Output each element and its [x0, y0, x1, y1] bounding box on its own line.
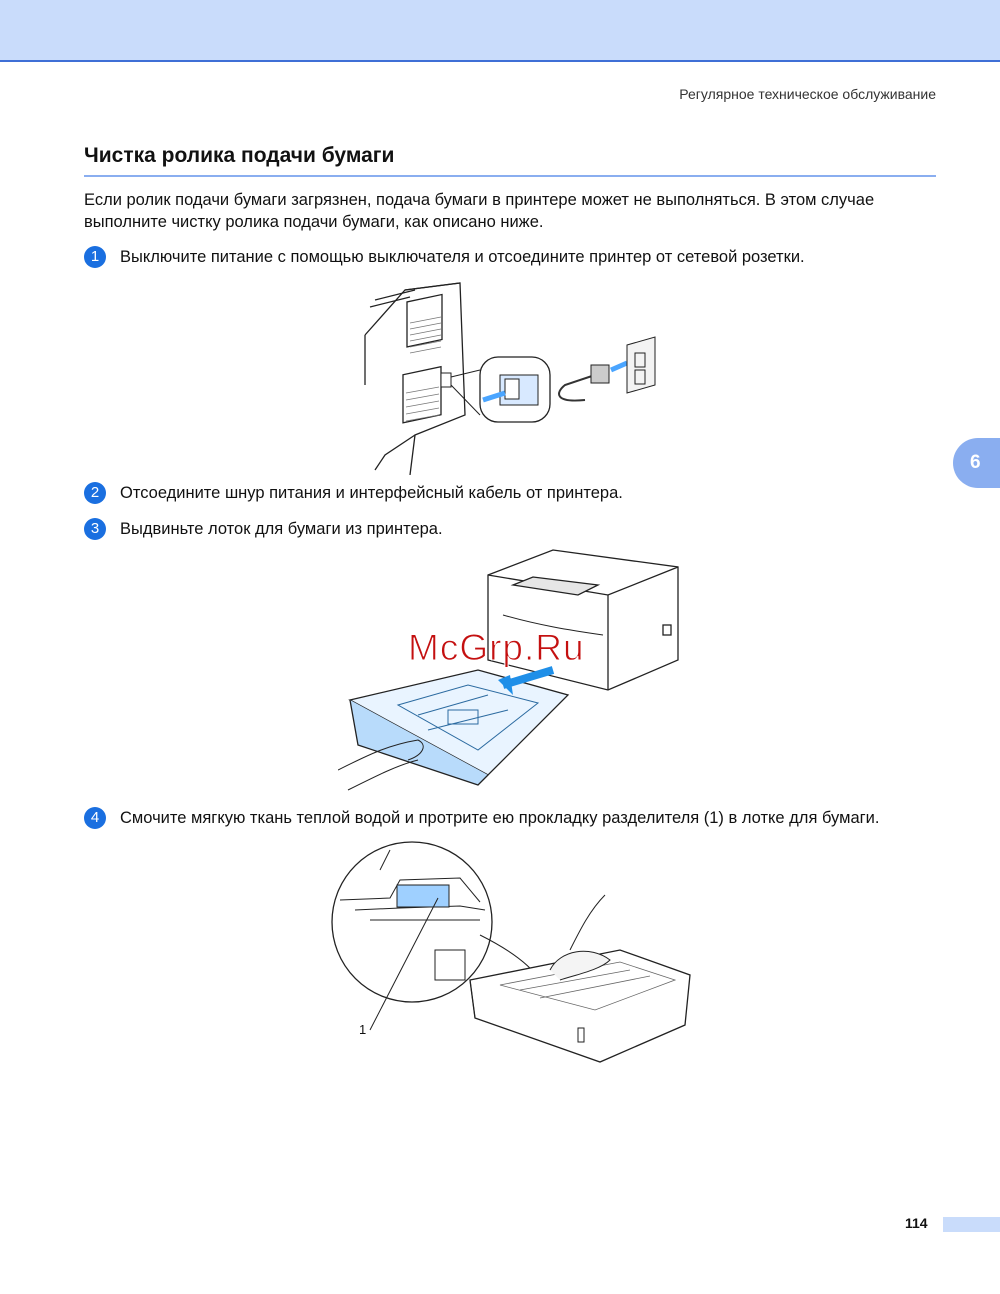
intro-line: Если ролик подачи бумаги загрязнен, подача бумаги в принтере может не выполняться. В этом случае: [84, 191, 875, 209]
intro-line: выполните чистку ролика подачи бумаги, как описано ниже.: [84, 213, 544, 231]
step-text: Отсоедините шнур питания и интерфейсный кабель от принтера.: [120, 484, 623, 502]
page-number: 114: [905, 1215, 928, 1231]
step-text: Выключите питание с помощью выключателя и отсоедините принтер от сетевой розетки.: [120, 248, 805, 266]
page-number-bar: [943, 1217, 1000, 1232]
watermark: McGrp.Ru: [408, 627, 585, 668]
step-number-badge: 2: [84, 482, 106, 504]
step-text: Выдвиньте лоток для бумаги из принтера.: [120, 520, 443, 538]
section-title: Чистка ролика подачи бумаги: [84, 144, 936, 177]
separation-pad-illustration: [330, 840, 695, 1070]
intro-paragraph: [84, 189, 944, 233]
top-band: [0, 0, 1000, 62]
callout-label: 1: [359, 1022, 367, 1037]
power-switch-illustration: [355, 275, 675, 475]
step-number-badge: 1: [84, 246, 106, 268]
pull-tray-illustration: [338, 545, 688, 795]
running-header: Регулярное техническое обслуживание: [679, 86, 936, 102]
step-number-badge: 3: [84, 518, 106, 540]
step-text: Смочите мягкую ткань теплой водой и протрите ею прокладку разделителя (1) в лотке для бумаги.: [120, 809, 880, 827]
step-number-badge: 4: [84, 807, 106, 829]
chapter-tab: 6: [953, 438, 1000, 488]
